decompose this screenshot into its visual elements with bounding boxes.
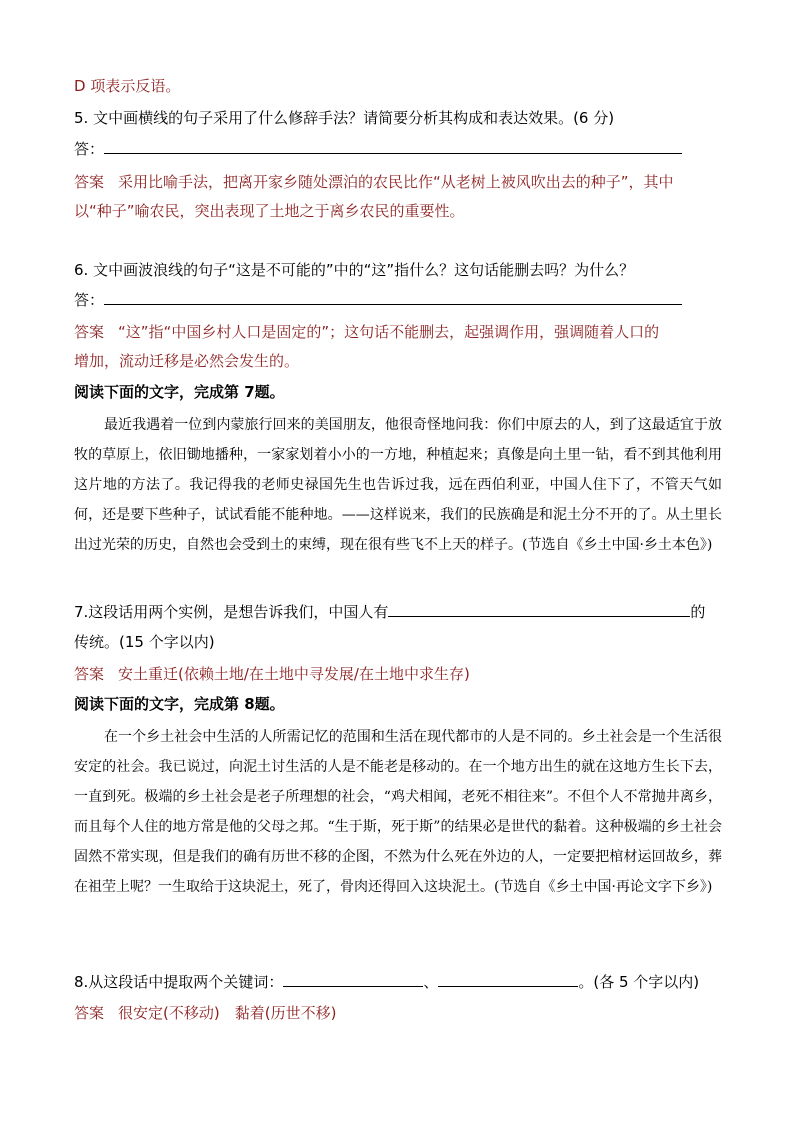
answer-line-5 (74, 139, 682, 159)
answer-label: 答案 (74, 665, 105, 683)
passage-8: 在一个乡土社会中生活的人所需记忆的范围和生活在现代都市的人是不同的。乡土社会是一个生活很安定的社会。我已说过，向泥土讨生活的人是不能老是移动的。在一个地方出生的就在这地方生长下去，一直到死。极端的乡土社会是老子所理想的社会，“鸡犬相闻，老死不相往来”。不但个人不常抛井离乡，而且每个人住的地方常是他的父母之邦。“生于斯，死于斯”的结果必是世代的黏着。这种极端的乡土社会固然不常实现，但是我们的确有历世不移的企图，不然为什么死在外边的人，一定要把棺材运回故乡，葬在祖茔上呢？一生取给于这块泥土，死了，骨肉还得回入这块泥土。(节选自《乡土中国·再论文字下乡》) (74, 729, 722, 895)
answer-8: 答案 很安定(不移动) 黏着(历世不移) (74, 1004, 337, 1022)
reading-instruction-7: 阅读下面的文字，完成第 7题。 (74, 383, 285, 401)
answer-line-6 (74, 290, 682, 310)
answer-5-line-1: 答案 采用比喻手法，把离开家乡随处漂泊的农民比作“从老树上被风吹出去的种子”，其中 (74, 173, 674, 191)
question-7-line-1: 7.这段话用两个实例，是想告诉我们，中国人有 的 (74, 603, 706, 621)
d-item-note: D 项表示反语。 (74, 77, 181, 95)
reading-instruction-8: 阅读下面的文字，完成第 8题。 (74, 695, 285, 713)
answer-7: 答案 安土重迁(依赖土地/在土地中寻发展/在土地中求生存) (74, 665, 470, 683)
question-6: 6. 文中画波浪线的句子“这是不可能的”中的“这”指什么？这句话能删去吗？为什么？ (74, 261, 635, 279)
answer-6-line-2: 增加，流动迁移是必然会发生的。 (74, 352, 300, 370)
answer-6-line-1: 答案 “这”指“中国乡村人口是固定的”；这句话不能删去，起强调作用，强调随着人口的 (74, 323, 660, 341)
answer-blank-5[interactable] (104, 139, 682, 154)
question-8: 8.从这段话中提取两个关键词： 、 。(各 5 个字以内) (74, 973, 700, 991)
question-7-line-2: 传统。(15 个字以内) (74, 633, 215, 651)
question-5: 5. 文中画横线的句子采用了什么修辞手法？请简要分析其构成和表达效果。(6 分) (74, 109, 615, 127)
answer-prefix: 答： (74, 291, 105, 309)
passage-7: 最近我遇着一位到内蒙旅行回来的美国朋友，他很奇怪地问我：你们中原去的人，到了这最适宜于放牧的草原上，依旧锄地播种，一家家划着小小的一方地，种植起来；真像是向土里一钻，看不到其他利用这片地的方法了。我记得我的老师史禄国先生也告诉过我，远在西伯利亚，中国人住下了，不管天气如何，还是要下些种子，试试看能不能种地。——这样说来，我们的民族确是和泥土分不开的了。从土里长出过光荣的历史，自然也会受到土的束缚，现在很有些飞不上天的样子。(节选自《乡土中国·乡土本色》) (74, 417, 722, 553)
answer-blank-6[interactable] (104, 290, 682, 305)
answer-label: 答案 (74, 323, 105, 341)
answer-blank-7[interactable] (388, 602, 690, 617)
answer-blank-8b[interactable] (438, 972, 578, 987)
answer-prefix: 答： (74, 140, 105, 158)
answer-label: 答案 (74, 173, 105, 191)
answer-label: 答案 (74, 1004, 105, 1022)
answer-blank-8a[interactable] (283, 972, 423, 987)
answer-5-line-2: 以“种子”喻农民，突出表现了土地之于离乡农民的重要性。 (74, 202, 465, 220)
